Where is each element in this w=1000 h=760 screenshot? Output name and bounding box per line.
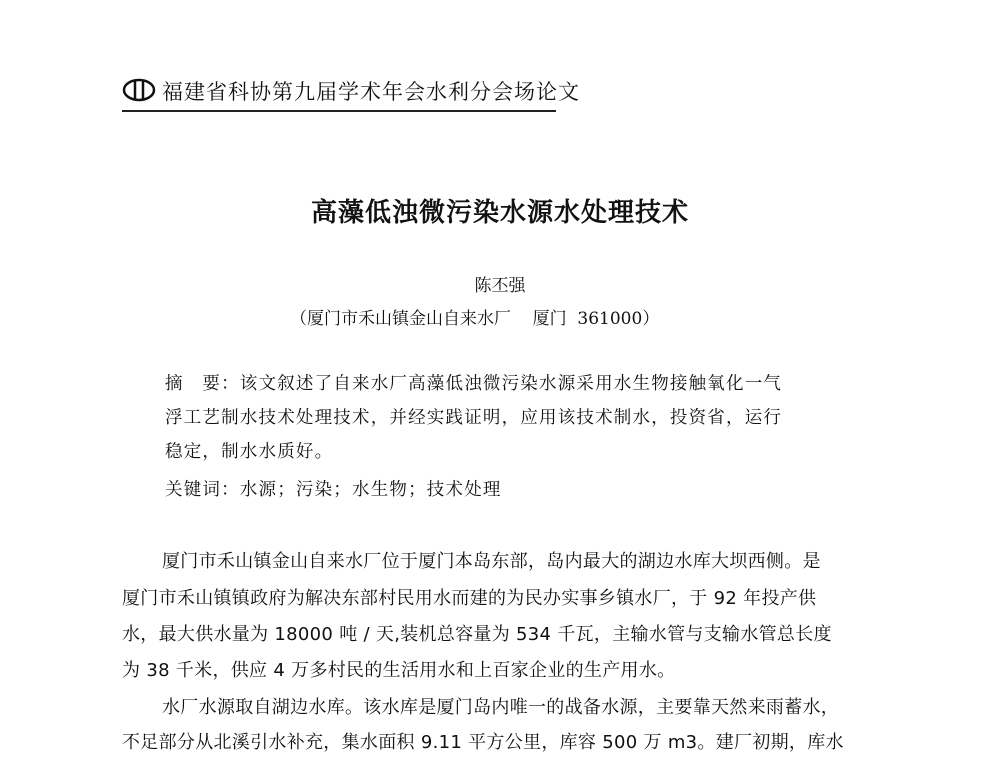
body-line: 厦门市禾山镇镇政府为解决东部村民用水而建的为民办实事乡镇水厂，于 92 年投产供 [122, 588, 817, 609]
body-line: 为 38 千米，供应 4 万多村民的生活用水和上百家企业的生产用水。 [122, 660, 676, 681]
author: 陈丕强 [474, 276, 526, 296]
paper-title: 高藻低浊微污染水源水处理技术 [310, 198, 689, 228]
abstract-line: 稳定，制水水质好。 [165, 442, 334, 462]
body-line: 水，最大供水量为 18000 吨 / 天,装机总容量为 534 千瓦，主输水管与支输水管总长度 [122, 624, 832, 645]
header-text: 福建省科协第九届学术年会水利分会场论文 [162, 80, 580, 104]
body-line: 水厂水源取自湖边水库。该水库是厦门岛内唯一的战备水源，主要靠天然来雨蓄水， [162, 697, 840, 718]
body-line: 厦门市禾山镇金山自来水厂位于厦门本岛东部，岛内最大的湖边水库大坝西侧。是 [162, 551, 821, 572]
abstract-line: 浮工艺制水技术处理技术，并经实践证明，应用该技术制水，投资省，运行 [165, 408, 783, 428]
body-line: 不足部分从北溪引水补充，集水面积 9.11 平方公里，库容 500 万 m3。建厂初期，库水 [122, 732, 844, 753]
affiliation: （厦门市禾山镇金山自来水厂 厦门 361000） [290, 309, 660, 329]
keywords: 关键词：水源；污染；水生物；技术处理 [165, 480, 502, 500]
running-header [122, 74, 580, 112]
conference-logo-icon [122, 78, 156, 102]
abstract-line: 摘 要：该文叙述了自来水厂高藻低浊微污染水源采用水生物接触氧化一气 [165, 374, 783, 394]
